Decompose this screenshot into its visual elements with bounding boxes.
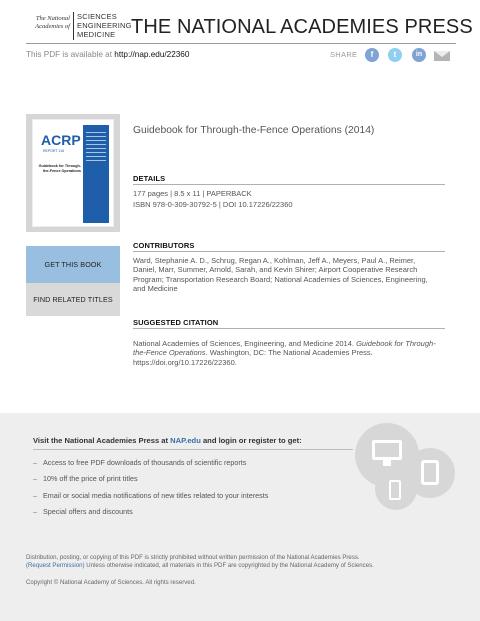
list-item: – Access to free PDF downloads of thousands of scientific reports <box>33 458 247 467</box>
linkedin-icon[interactable]: in <box>412 48 426 62</box>
header-divider <box>26 43 456 44</box>
distribution-line-2: (Request Permission) Unless otherwise indicated, all materials in this PDF are copyrighted by the National Academy of Sciences. <box>26 562 374 570</box>
facebook-icon[interactable]: f <box>365 48 379 62</box>
contributors-text: Ward, Stephanie A. D., Schrug, Regan A., Kohlman, Jeff A., Meyers, Paul A., Reimer, Daniel, Marr, Summer, Arnold, Sarah, and Kevin Shirer; Airport Cooperative Research Program; Transportation Research Board; National Academies of Sciences, Engineering, and Medicine <box>133 256 428 294</box>
book-title: Guidebook for Through-the-Fence Operations (2014) <box>133 125 375 136</box>
logo-disciplines <box>77 12 132 40</box>
contributors-rule <box>133 251 445 252</box>
monitor-icon <box>372 440 402 460</box>
logo-line: Academies of <box>35 23 70 30</box>
citation-text <box>133 339 438 367</box>
email-icon[interactable] <box>434 51 450 61</box>
distribution-line: Distribution, posting, or copying of this PDF is strictly prohibited without written permission of the National Academies Press. <box>26 554 360 561</box>
citation-suffix: . Washington, DC: The National Academies Press. https://doi.org/10.17226/22360. <box>133 348 373 367</box>
citation-prefix: National Academies of Sciences, Engineering, and Medicine 2014. <box>133 339 357 348</box>
book-cover <box>32 119 114 227</box>
visit-prefix: Visit the National Academies Press at <box>33 436 171 445</box>
availability-prefix: This PDF is available at <box>26 50 113 59</box>
copyright-notice: Copyright © National Academy of Sciences. All rights reserved. <box>26 579 196 586</box>
availability-line <box>26 50 189 59</box>
details-isbn: ISBN 978-0-309-30792-5 | DOI 10.17226/22360 <box>133 200 293 209</box>
get-this-book-button[interactable]: GET THIS BOOK <box>26 246 120 284</box>
twitter-icon[interactable]: t <box>388 48 402 62</box>
citation-title: Guidebook for Through-the-Fence Operations <box>133 339 436 358</box>
request-permission-link[interactable]: (Request Permission) <box>26 562 85 570</box>
list-item: – Special offers and discounts <box>33 506 133 516</box>
visit-suffix: and login or register to get: <box>200 436 302 445</box>
phone-icon <box>389 480 401 500</box>
distribution-notice <box>26 554 446 571</box>
share-label: SHARE <box>330 50 358 59</box>
details-pages: 177 pages | 8.5 x 11 | PAPERBACK <box>133 189 252 198</box>
cover-subtitle: Guidebook for Through-the-Fence Operations <box>38 164 81 173</box>
cover-strip-lines <box>86 132 106 164</box>
visit-nap-line <box>33 436 302 445</box>
logo-discipline: SCIENCES <box>77 12 117 21</box>
cover-report-number: REPORT 116 <box>43 149 65 153</box>
find-related-titles-button[interactable]: FIND RELATED TITLES <box>26 283 120 316</box>
logo-line: The National <box>35 15 70 22</box>
logo-discipline: ENGINEERING <box>77 21 132 31</box>
page-header <box>0 0 480 42</box>
footer-panel <box>0 413 480 621</box>
cover-series: ACRP <box>41 132 81 148</box>
contributors-heading: CONTRIBUTORS <box>133 241 195 250</box>
logo-divider <box>73 12 74 40</box>
logo-national-academies <box>30 15 70 31</box>
tablet-icon <box>421 460 439 485</box>
details-rule <box>133 184 445 185</box>
citation-rule <box>133 328 445 329</box>
citation-heading: SUGGESTED CITATION <box>133 318 219 327</box>
details-heading: DETAILS <box>133 174 166 183</box>
nap-link[interactable]: NAP.edu <box>170 436 201 445</box>
logo-discipline: MEDICINE <box>77 30 116 40</box>
footer-rule <box>33 449 353 450</box>
book-url-link[interactable]: http://nap.edu/22360 <box>114 50 190 59</box>
list-item: – Email or social media notifications of new titles related to your interests <box>33 490 269 500</box>
benefits-list <box>33 458 268 523</box>
monitor-stand <box>383 460 391 466</box>
press-title: THE NATIONAL ACADEMIES PRESS <box>131 16 473 38</box>
list-item: – 10% off the price of print titles <box>33 474 138 484</box>
